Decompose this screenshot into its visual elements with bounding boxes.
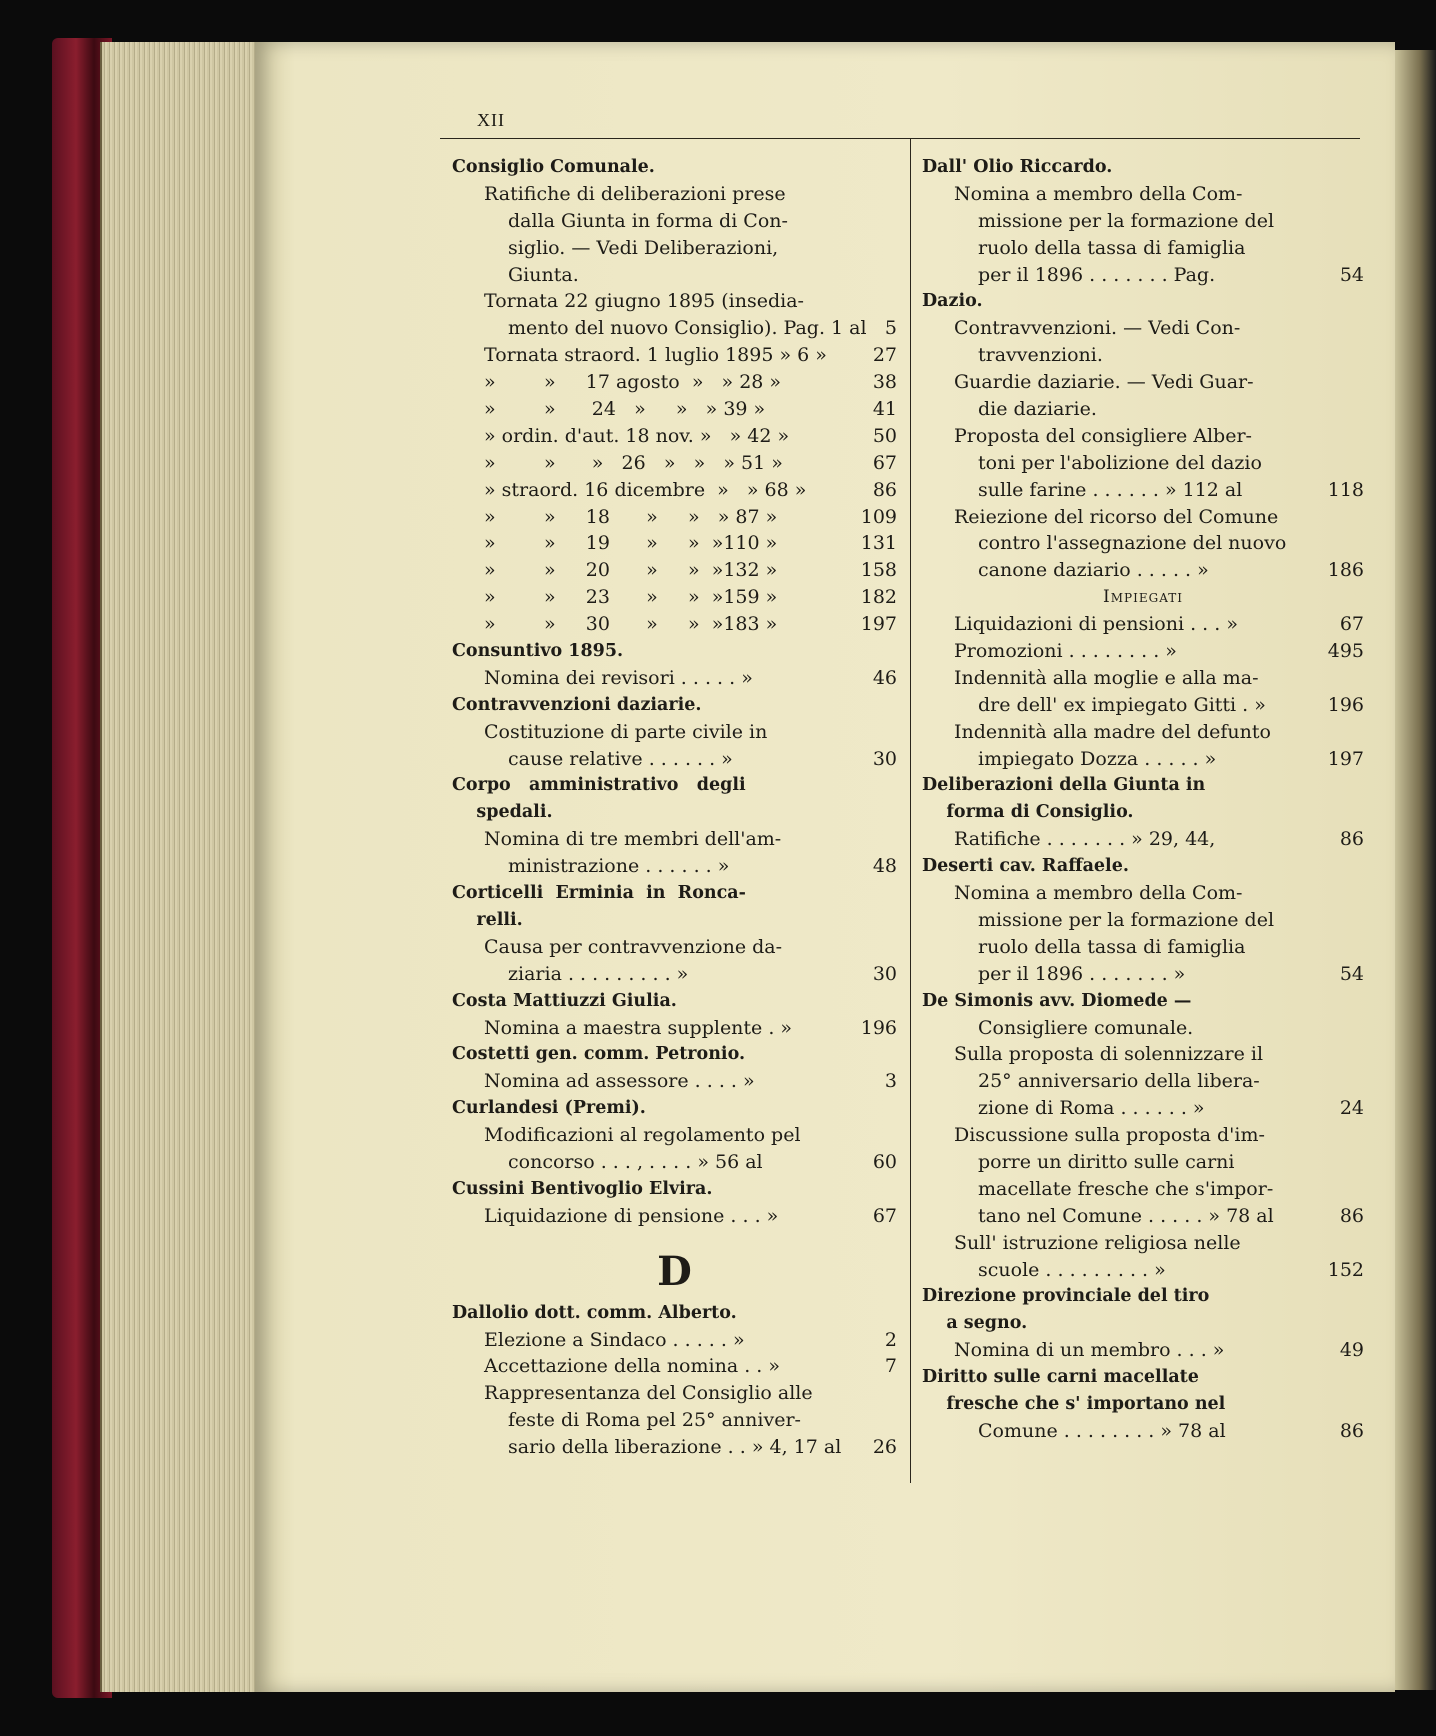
index-heading	[922, 1364, 1364, 1391]
page-reference: 86	[872, 478, 897, 501]
entry-text: per il 1896 . . . . . . . Pag.	[978, 263, 1216, 286]
index-entry	[452, 557, 897, 584]
entry-text: Causa per contravvenzione da-	[484, 935, 783, 958]
page-reference: 67	[872, 451, 897, 474]
index-entry	[452, 665, 897, 692]
page-reference: 158	[860, 559, 897, 582]
index-entry	[922, 235, 1364, 262]
entry-text: Reiezione del ricorso del Comune	[954, 505, 1279, 528]
index-entry	[922, 342, 1364, 369]
entry-text: » » 23 » » »159 »	[484, 586, 778, 609]
index-entry	[922, 1095, 1364, 1122]
entry-text: Contravvenzioni daziarie.	[452, 694, 702, 715]
entry-text: Tornata 22 giugno 1895 (insedia-	[484, 290, 804, 313]
index-entry	[922, 530, 1364, 557]
index-entry	[452, 423, 897, 450]
entry-text: ziaria . . . . . . . . . »	[508, 962, 689, 985]
index-heading	[922, 154, 1364, 181]
entry-text: a segno.	[922, 1313, 1028, 1334]
page-reference: 3	[884, 1070, 897, 1093]
entry-text: Corpo amministrativo degli	[452, 775, 746, 796]
index-entry	[922, 1068, 1364, 1095]
entry-text: Contravvenzioni. — Vedi Con-	[954, 317, 1241, 340]
index-entry	[922, 1337, 1364, 1364]
entry-text: die daziarie.	[978, 398, 1097, 421]
index-entry	[922, 477, 1364, 504]
entry-text: Costa Mattiuzzi Giulia.	[452, 990, 677, 1011]
entry-text: » ordin. d'aut. 18 nov. » » 42 »	[484, 424, 790, 447]
entry-text: Costetti gen. comm. Petronio.	[452, 1044, 746, 1065]
index-entry	[452, 1407, 897, 1434]
entry-text: Promozioni . . . . . . . . »	[954, 640, 1177, 663]
index-entry	[452, 1203, 897, 1230]
page-reference: 54	[1339, 962, 1364, 985]
index-entry	[452, 1434, 897, 1461]
entry-text: cause relative . . . . . . »	[508, 747, 733, 770]
index-entry	[922, 746, 1364, 773]
page-reference: 109	[860, 505, 897, 528]
index-entry	[922, 880, 1364, 907]
index-heading	[452, 880, 897, 907]
entry-text: Diritto sulle carni macellate	[922, 1367, 1199, 1388]
entry-text: Liquidazione di pensione . . . »	[484, 1204, 779, 1227]
index-entry	[452, 288, 897, 315]
index-heading	[922, 853, 1364, 880]
entry-text: Guardie daziarie. — Vedi Guar-	[954, 371, 1254, 394]
index-entry	[452, 1068, 897, 1095]
index-entry	[452, 235, 897, 262]
index-entry	[922, 1176, 1364, 1203]
left-column	[452, 154, 897, 1461]
entry-text: dalla Giunta in forma di Con-	[508, 209, 788, 232]
index-entry	[922, 450, 1364, 477]
index-heading	[452, 799, 897, 826]
index-entry	[452, 1380, 897, 1407]
entry-text: ministrazione . . . . . . »	[508, 855, 730, 878]
index-entry	[922, 1203, 1364, 1230]
index-entry	[452, 826, 897, 853]
entry-text: » » 20 » » »132 »	[484, 559, 778, 582]
page-reference: 182	[860, 586, 897, 609]
right-column	[922, 154, 1364, 1445]
index-heading	[452, 1300, 897, 1327]
entry-text: feste di Roma pel 25° anniver-	[508, 1409, 801, 1432]
entry-text: Dazio.	[922, 291, 983, 312]
entry-text: Discussione sulla proposta d'im-	[954, 1124, 1265, 1147]
index-heading	[452, 1095, 897, 1122]
entry-text: Cussini Bentivoglio Elvira.	[452, 1178, 713, 1199]
entry-text: Nomina a maestra supplente . »	[484, 1016, 793, 1039]
entry-text: Dall' Olio Riccardo.	[922, 157, 1113, 177]
entry-text: Corticelli Erminia in Ronca-	[452, 883, 746, 904]
entry-text: Nomina a membro della Com-	[954, 882, 1243, 905]
index-entry	[452, 450, 897, 477]
entry-text: Comune . . . . . . . . » 78 al	[978, 1419, 1226, 1442]
index-heading	[452, 1041, 897, 1068]
entry-text: Consiglio Comunale.	[452, 157, 655, 177]
index-entry	[922, 826, 1364, 853]
page-reference: 196	[860, 1016, 897, 1039]
entry-text: forma di Consiglio.	[922, 802, 1134, 823]
index-heading	[922, 1310, 1364, 1337]
index-entry	[452, 181, 897, 208]
index-entry	[452, 208, 897, 235]
index-entry	[922, 934, 1364, 961]
page-reference: 197	[1327, 747, 1364, 770]
entry-text: scuole . . . . . . . . . »	[978, 1258, 1166, 1281]
index-entry	[452, 1149, 897, 1176]
entry-text: porre un diritto sulle carni	[978, 1150, 1235, 1173]
entry-text: ruolo della tassa di famiglia	[978, 935, 1246, 958]
entry-text: Nomina di tre membri dell'am-	[484, 828, 782, 851]
index-entry	[452, 1122, 897, 1149]
entry-text: tano nel Comune . . . . . » 78 al	[978, 1204, 1274, 1227]
page-number: XII	[477, 110, 505, 130]
page-reference: 27	[872, 344, 897, 367]
index-entry	[922, 504, 1364, 531]
entry-text: sulle farine . . . . . . » 112 al	[978, 478, 1243, 501]
index-entry	[452, 342, 897, 369]
page-reference: 197	[860, 613, 897, 636]
index-entry	[922, 396, 1364, 423]
entry-text: » » » 26 » » » 51 »	[484, 451, 783, 474]
entry-text: Accettazione della nomina . . »	[484, 1355, 780, 1378]
subsection-title	[922, 584, 1364, 611]
index-entry	[452, 746, 897, 773]
page-reference: 46	[872, 666, 897, 689]
page-reference: 50	[872, 424, 897, 447]
entry-text: De Simonis avv. Diomede —	[922, 990, 1192, 1011]
index-entry	[922, 423, 1364, 450]
column-divider	[910, 138, 911, 1483]
index-heading	[922, 1391, 1364, 1418]
entry-text: Direzione provinciale del tiro	[922, 1286, 1210, 1307]
entry-text: » » 18 » » » 87 »	[484, 505, 778, 528]
index-entry	[452, 504, 897, 531]
entry-text: Rappresentanza del Consiglio alle	[484, 1382, 813, 1405]
index-entry	[922, 557, 1364, 584]
entry-text: missione per la formazione del	[978, 908, 1275, 931]
index-heading	[452, 1176, 897, 1203]
entry-text: dre dell' ex impiegato Gitti . »	[978, 693, 1266, 716]
page-reference: 7	[884, 1355, 897, 1378]
entry-text: fresche che s' importano nel	[922, 1393, 1226, 1414]
entry-text: per il 1896 . . . . . . . »	[978, 962, 1186, 985]
index-heading	[452, 692, 897, 719]
index-entry	[922, 1230, 1364, 1257]
entry-text: Ratifiche di deliberazioni prese	[484, 182, 786, 205]
entry-text: Sull' istruzione religiosa nelle	[954, 1231, 1241, 1254]
entry-text: Sulla proposta di solennizzare il	[954, 1043, 1264, 1066]
index-entry	[452, 584, 897, 611]
entry-text: impiegato Dozza . . . . . »	[978, 747, 1217, 770]
entry-text: Indennità alla madre del defunto	[954, 720, 1271, 743]
index-heading	[922, 988, 1364, 1015]
index-entry	[922, 369, 1364, 396]
entry-text: Nomina ad assessore . . . . »	[484, 1070, 755, 1093]
entry-text: Costituzione di parte civile in	[484, 720, 768, 743]
index-entry	[452, 961, 897, 988]
index-heading	[452, 988, 897, 1015]
index-heading	[922, 799, 1364, 826]
entry-text: Consuntivo 1895.	[452, 641, 624, 662]
index-entry	[452, 1353, 897, 1380]
page-reference: 152	[1327, 1258, 1364, 1281]
entry-text: spedali.	[452, 802, 553, 823]
entry-text: relli.	[452, 909, 523, 930]
entry-text: mento del nuovo Consiglio). Pag. 1 al	[508, 317, 867, 340]
index-entry	[922, 611, 1364, 638]
index-entry	[452, 853, 897, 880]
entry-text: Elezione a Sindaco . . . . . »	[484, 1328, 745, 1351]
page-reference: 118	[1327, 478, 1364, 501]
page-edges	[100, 42, 262, 1692]
index-heading	[922, 288, 1364, 315]
entry-text: contro l'assegnazione del nuovo	[978, 532, 1287, 555]
index-heading	[922, 772, 1364, 799]
entry-text: Impiegati	[1103, 587, 1183, 608]
index-entry	[922, 961, 1364, 988]
page-reference: 67	[872, 1204, 897, 1227]
index-entry	[452, 1015, 897, 1042]
entry-text: siglio. — Vedi Deliberazioni,	[508, 236, 779, 259]
entry-text: ruolo della tassa di famiglia	[978, 236, 1246, 259]
page-reference: 49	[1339, 1339, 1364, 1362]
index-entry	[452, 611, 897, 638]
index-entry	[452, 262, 897, 289]
entry-text: Deserti cav. Raffaele.	[922, 856, 1129, 877]
page-reference: 5	[884, 317, 897, 340]
index-entry	[452, 530, 897, 557]
index-heading	[922, 1283, 1364, 1310]
entry-text: Liquidazioni di pensioni . . . »	[954, 613, 1238, 636]
entry-text: Nomina di un membro . . . »	[954, 1339, 1225, 1362]
index-entry	[922, 208, 1364, 235]
page-reference: 131	[860, 532, 897, 555]
entry-text: Giunta.	[508, 263, 579, 286]
page-reference: 86	[1339, 1204, 1364, 1227]
entry-text: Deliberazioni della Giunta in	[922, 775, 1206, 796]
index-entry	[922, 638, 1364, 665]
next-page-edge	[1395, 50, 1436, 1690]
index-entry	[922, 1418, 1364, 1445]
index-entry	[922, 1015, 1364, 1042]
entry-text: Consigliere comunale.	[978, 1016, 1194, 1039]
page-reference: 60	[872, 1150, 897, 1173]
index-entry	[452, 477, 897, 504]
entry-text: Indennità alla moglie e alla ma-	[954, 666, 1259, 689]
index-entry	[452, 1327, 897, 1354]
page-reference: 2	[884, 1328, 897, 1351]
index-heading	[452, 638, 897, 665]
index-entry	[922, 1041, 1364, 1068]
index-entry	[452, 719, 897, 746]
index-entry	[922, 1257, 1364, 1284]
index-heading	[452, 154, 897, 181]
entry-text: Modificazioni al regolamento pel	[484, 1124, 801, 1147]
entry-text: zione di Roma . . . . . . »	[978, 1097, 1205, 1120]
index-entry	[922, 315, 1364, 342]
entry-text: » » 30 » » »183 »	[484, 613, 778, 636]
page-reference: 67	[1339, 613, 1364, 636]
entry-text: concorso . . . , . . . . » 56 al	[508, 1150, 763, 1173]
entry-text: » » 24 » » » 39 »	[484, 398, 766, 421]
entry-text: macellate fresche che s'impor-	[978, 1177, 1274, 1200]
header-rule	[440, 138, 1360, 139]
index-entry	[922, 1122, 1364, 1149]
page-reference: 196	[1327, 693, 1364, 716]
entry-text: Proposta del consigliere Alber-	[954, 424, 1252, 447]
page-reference: 48	[872, 855, 897, 878]
index-heading	[452, 907, 897, 934]
page-reference: 186	[1327, 559, 1364, 582]
page-reference: 86	[1339, 1419, 1364, 1442]
index-entry	[922, 181, 1364, 208]
index-entry	[452, 315, 897, 342]
index-heading	[452, 772, 897, 799]
entry-text: toni per l'abolizione del dazio	[978, 451, 1262, 474]
entry-text: canone daziario . . . . . »	[978, 559, 1209, 582]
entry-text: Curlandesi (Premi).	[452, 1098, 646, 1119]
entry-text: 25° anniversario della libera-	[978, 1070, 1260, 1093]
page-reference: 24	[1339, 1097, 1364, 1120]
page-reference: 86	[1339, 828, 1364, 851]
page-reference: 495	[1327, 640, 1364, 663]
entry-text: travvenzioni.	[978, 344, 1103, 367]
entry-text: » straord. 16 dicembre » » 68 »	[484, 478, 807, 501]
index-entry	[452, 396, 897, 423]
entry-text: Nomina a membro della Com-	[954, 182, 1243, 205]
index-entry	[922, 1149, 1364, 1176]
page-reference: 30	[872, 747, 897, 770]
page-reference: 54	[1339, 263, 1364, 286]
page-reference: 30	[872, 962, 897, 985]
entry-text: Dallolio dott. comm. Alberto.	[452, 1302, 737, 1323]
page-reference: 38	[872, 371, 897, 394]
entry-text: missione per la formazione del	[978, 209, 1275, 232]
index-entry	[922, 665, 1364, 692]
index-entry	[922, 907, 1364, 934]
index-entry	[452, 934, 897, 961]
entry-text: Tornata straord. 1 luglio 1895 » 6 »	[484, 344, 827, 367]
entry-text: » » 19 » » »110 »	[484, 532, 778, 555]
page-reference: 41	[872, 398, 897, 421]
index-entry	[922, 719, 1364, 746]
entry-text: Ratifiche . . . . . . . » 29, 44,	[954, 828, 1216, 851]
index-entry	[922, 692, 1364, 719]
index-entry	[922, 262, 1364, 289]
entry-text: » » 17 agosto » » 28 »	[484, 371, 782, 394]
entry-text: sario della liberazione . . » 4, 17 al	[508, 1436, 842, 1459]
section-letter: D	[657, 1247, 692, 1295]
index-entry	[452, 369, 897, 396]
page-reference: 26	[872, 1436, 897, 1459]
entry-text: Nomina dei revisori . . . . . »	[484, 666, 753, 689]
